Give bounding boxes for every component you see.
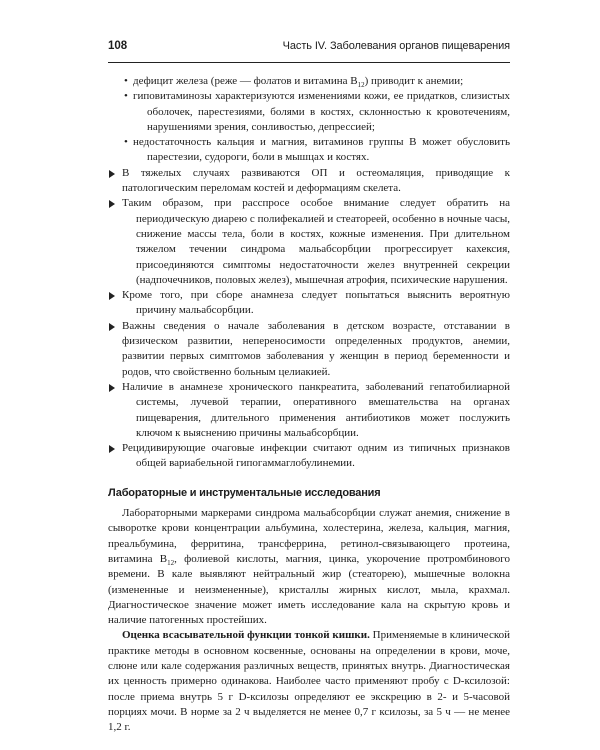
bullet-text: Важны сведения о начале заболевания в детском возрасте, отставании в физическом развитии, непереносимости определенных продуктов, анемии, развитии первых симптомов заболевания у женщин в период беременности и родов, что свойственно больным целиакией. [122,319,510,378]
bullet-item [108,166,510,197]
paragraph-text-tail: , фолиевой кислоты, магния, цинка, укорочение протромбинового времени. В кале выявляют нейтральный жир (стеаторею), мышечные волокна (измененные и неизмененные), кристаллы жирных кислот, мыла, крахмал. Диагностическое значение может иметь исследование кала на скрытую кровь и наличие патогенных простейших. [108,552,511,627]
sub-bullet-text: дефицит железа (реже — фолатов и витамина B [133,75,358,87]
paragraph-text: Применяемые в клинической практике методы в основном косвенные, основаны на определении в крови, моче, слюне или кале содержания различных веществ, принятых внутрь. Диагностическая их ценность примерно одинакова. Наиболее часто применяют пробу с D-ксилозой: после приема внутрь 5 г D-ксилозы определяют ее экскрецию в 2- и 5-часовой порциях мочи. В норме за 2 ч выделяется не менее 0,7 г ксилозы, за 5 ч — не менее 1,2 г. [108,629,510,734]
bullet-list [108,166,510,472]
section-heading: Лабораторные и инструментальные исследования [108,486,381,499]
page-body [108,74,510,735]
bullet-item [108,196,510,288]
triangle-bullet-icon [109,200,115,208]
bullet-item [108,319,510,380]
subscript: 12 [167,559,175,568]
bullet-dot-icon: • [124,90,128,103]
sub-bullet-text: гиповитаминозы характеризуются изменениями кожи, ее придатков, слизистых оболочек, парестезиями, болями в костях, склонностью к кровотечениям, нарушениями зрения, сонливостью, депрессией; [133,90,510,133]
sub-bullet-text: недостаточность кальция и магния, витаминов группы B может обусловить парестезии, судороги, боли в мышцах и костях. [133,136,510,164]
triangle-bullet-icon [109,170,115,178]
triangle-bullet-icon [109,323,115,331]
paragraph-absorption [108,628,510,735]
bullet-dot-icon: • [124,136,128,149]
bullet-item [108,441,510,472]
triangle-bullet-icon [109,292,115,300]
bullet-item [108,288,510,319]
triangle-bullet-icon [109,445,115,453]
bullet-text: Наличие в анамнезе хронического панкреатита, заболеваний гепатобилиарной системы, лучевой терапии, оперативного вмешательства на органах пищеварения, длительного применения антибиотиков может послужить ключом к выяснению причины мальабсорбции. [122,380,510,439]
bullet-text: Кроме того, при сборе анамнеза следует попытаться выяснить вероятную причину мальабсорбции. [122,289,510,317]
paragraph-lead-bold: Оценка всасывательной функции тонкой кишки. [122,629,370,642]
page-number: 108 [108,40,128,52]
triangle-bullet-icon [109,384,115,392]
sub-bullet-list [108,74,510,166]
paragraph-text: Лабораторными маркерами синдрома мальабсорбции служат анемия, снижение в сыворотке крови концентрации альбумина, холестерина, железа, кальция, магния, преальбумина, ферритина, трансферрина, ретинол-связывающего протеина, витамина B [108,507,510,565]
sub-bullet-item [108,74,510,89]
sub-bullet-text-tail: ) приводит к анемии; [364,75,464,87]
bullet-dot-icon: • [124,75,128,87]
bullet-item [108,380,510,441]
subscript: 12 [357,81,365,90]
running-title: Часть IV. Заболевания органов пищеварения [282,40,510,52]
bullet-text: Рецидивирующие очаговые инфекции считают одним из типичных признаков общей вариабельной гипогаммаглобулинемии. [122,442,510,470]
bullet-text: Таким образом, при расспросе особое внимание следует обратить на периодическую диарею с полифекалией и стеатореей, особенно в ночные часы, снижение массы тела, боли в костях, кожные изменения. При длительном тяжелом течении синдрома мальабсорбции прогрессирует кахексия, присоединяются симптомы недостаточности желез внутренней секреции (надпочечников, половых желез), мышечная атрофия, психические нарушения. [122,197,510,286]
sub-bullet-item [108,89,510,135]
paragraph-lab-markers [108,506,510,628]
sub-bullet-item [108,135,510,166]
running-header [108,38,510,56]
header-rule [108,62,510,63]
bullet-text: В тяжелых случаях развиваются ОП и остеомаляция, приводящие к патологическим переломам костей и деформациям скелета. [122,166,510,195]
